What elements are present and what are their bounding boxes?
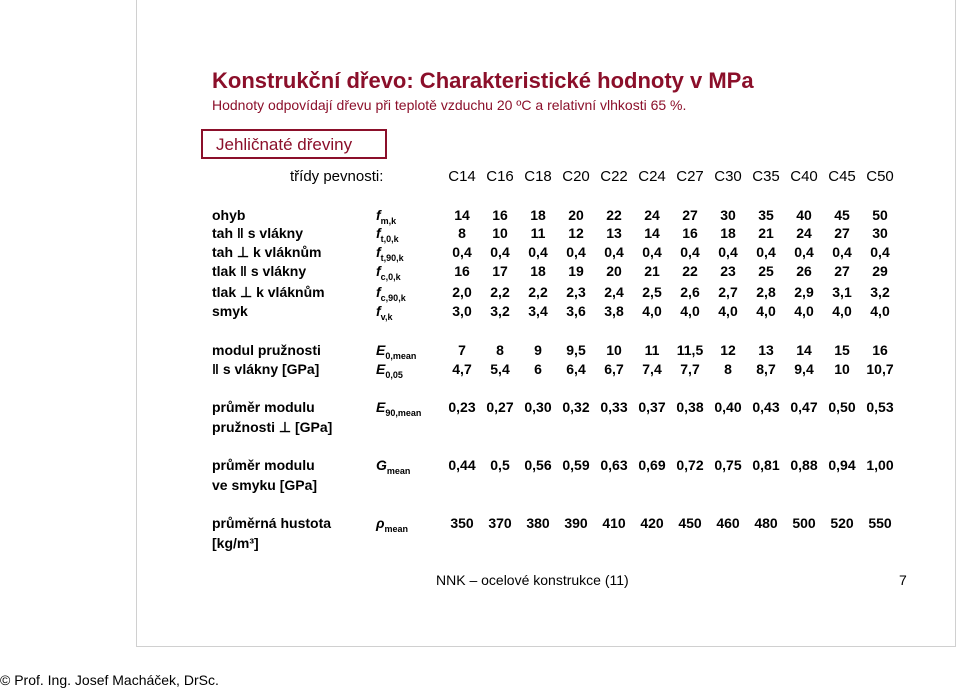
table-cell: 11 xyxy=(530,225,546,241)
symbol-letter: f xyxy=(376,263,381,279)
table-cell: 23 xyxy=(720,263,736,279)
table-cell: 14 xyxy=(454,207,470,223)
symbol-subscript: c,0,k xyxy=(380,272,401,282)
symbol-letter: G xyxy=(376,457,387,473)
symbol-subscript: t,0,k xyxy=(380,234,399,244)
table-cell: 3,2 xyxy=(870,284,890,300)
table-cell: 18 xyxy=(530,207,546,223)
class-header: C22 xyxy=(600,168,628,185)
table-cell: 22 xyxy=(606,207,622,223)
table-cell: 4,7 xyxy=(452,361,472,377)
row-symbol xyxy=(376,207,396,226)
table-cell: 2,2 xyxy=(490,284,510,300)
table-cell: 0,33 xyxy=(600,399,628,415)
table-cell: 0,75 xyxy=(714,457,742,473)
table-cell: 27 xyxy=(834,225,850,241)
symbol-letter: f xyxy=(376,225,381,241)
table-cell: 0,56 xyxy=(524,457,552,473)
table-cell: 4,0 xyxy=(718,303,738,319)
page-number: 7 xyxy=(899,572,907,588)
table-cell: 10,7 xyxy=(866,361,894,377)
table-cell: 0,4 xyxy=(680,244,700,260)
symbol-subscript: 0,mean xyxy=(385,351,417,361)
symbol-letter: f xyxy=(376,207,381,223)
table-cell: 17 xyxy=(492,263,508,279)
table-cell: 3,1 xyxy=(832,284,852,300)
section-label: Jehličnaté dřeviny xyxy=(216,135,353,154)
table-cell: 0,4 xyxy=(832,244,852,260)
row-label: smyk xyxy=(212,303,248,319)
class-header: C40 xyxy=(790,168,818,185)
table-cell: 6 xyxy=(534,361,542,377)
table-cell: 3,4 xyxy=(528,303,548,319)
class-header: C50 xyxy=(866,168,894,185)
table-cell: 24 xyxy=(644,207,660,223)
row-label: ohyb xyxy=(212,207,246,223)
table-cell: 0,27 xyxy=(486,399,514,415)
table-cell: 16 xyxy=(682,225,698,241)
page-subtitle: Hodnoty odpovídají dřevu při teplotě vzduchu 20 ºC a relativní vlhkosti 65 %. xyxy=(212,97,687,113)
table-cell: 0,4 xyxy=(794,244,814,260)
symbol-letter: E xyxy=(376,361,386,377)
author-credit: © Prof. Ing. Josef Macháček, DrSc. xyxy=(0,672,219,688)
table-cell: 8 xyxy=(496,342,504,358)
classes-label: třídy pevnosti: xyxy=(290,168,384,185)
row-label: průměr modulu xyxy=(212,399,315,415)
table-cell: 26 xyxy=(796,263,812,279)
table-cell: 4,0 xyxy=(756,303,776,319)
table-cell: 7,7 xyxy=(680,361,700,377)
table-cell: 4,0 xyxy=(832,303,852,319)
row-label: tlak ⊥ k vláknům xyxy=(212,284,325,300)
table-cell: 0,59 xyxy=(562,457,590,473)
table-cell: 30 xyxy=(720,207,736,223)
table-cell: 450 xyxy=(678,515,702,531)
table-cell: 30 xyxy=(872,225,888,241)
table-cell: 9 xyxy=(534,342,542,358)
table-cell: 0,4 xyxy=(566,244,586,260)
table-cell: 0,81 xyxy=(752,457,780,473)
table-cell: 0,40 xyxy=(714,399,742,415)
row-symbol xyxy=(376,399,421,418)
table-cell: 4,0 xyxy=(794,303,814,319)
table-cell: 0,5 xyxy=(490,457,510,473)
row-label: tah ⊥ k vláknům xyxy=(212,244,322,260)
table-cell: 4,0 xyxy=(870,303,890,319)
table-cell: 2,4 xyxy=(604,284,624,300)
table-cell: 0,63 xyxy=(600,457,628,473)
table-cell: 6,4 xyxy=(566,361,586,377)
table-cell: 6,7 xyxy=(604,361,624,377)
row-symbol xyxy=(376,303,393,322)
table-cell: 18 xyxy=(530,263,546,279)
table-cell: 520 xyxy=(830,515,854,531)
table-cell: 29 xyxy=(872,263,888,279)
table-cell: 16 xyxy=(872,342,888,358)
table-cell: 40 xyxy=(796,207,812,223)
table-cell: 19 xyxy=(568,263,584,279)
table-cell: 0,4 xyxy=(718,244,738,260)
table-cell: 11 xyxy=(644,342,660,358)
table-cell: 0,88 xyxy=(790,457,818,473)
row-label-line2: ve smyku [GPa] xyxy=(212,477,318,493)
table-cell: 25 xyxy=(758,263,774,279)
table-cell: 10 xyxy=(834,361,850,377)
symbol-letter: f xyxy=(376,284,381,300)
table-cell: 2,7 xyxy=(718,284,738,300)
row-label: modul pružnosti xyxy=(212,342,321,358)
table-cell: 3,6 xyxy=(566,303,586,319)
table-cell: 0,4 xyxy=(490,244,510,260)
table-cell: 410 xyxy=(602,515,626,531)
table-cell: 5,4 xyxy=(490,361,510,377)
row-label: tlak ǁ s vlákny xyxy=(212,263,307,279)
table-cell: 7,4 xyxy=(642,361,662,377)
table-cell: 2,9 xyxy=(794,284,814,300)
class-header: C20 xyxy=(562,168,590,185)
row-symbol xyxy=(376,263,401,282)
class-header: C18 xyxy=(524,168,552,185)
symbol-letter: ρ xyxy=(376,515,385,531)
row-symbol xyxy=(376,244,404,263)
table-cell: 10 xyxy=(606,342,622,358)
row-label: ǁ s vlákny [GPa] xyxy=(212,361,320,377)
table-cell: 3,0 xyxy=(452,303,472,319)
table-cell: 420 xyxy=(640,515,664,531)
symbol-subscript: c,90,k xyxy=(380,293,406,303)
table-cell: 0,32 xyxy=(562,399,590,415)
row-symbol xyxy=(376,457,410,476)
table-cell: 15 xyxy=(834,342,850,358)
table-cell: 0,4 xyxy=(528,244,548,260)
table-cell: 380 xyxy=(526,515,550,531)
table-cell: 24 xyxy=(796,225,812,241)
symbol-letter: E xyxy=(376,399,386,415)
symbol-letter: E xyxy=(376,342,386,358)
table-cell: 14 xyxy=(796,342,812,358)
table-cell: 0,47 xyxy=(790,399,818,415)
row-symbol xyxy=(376,284,406,303)
symbol-subscript: t,90,k xyxy=(380,253,404,263)
symbol-subscript: m,k xyxy=(380,216,397,226)
row-label-line2: [kg/m³] xyxy=(212,535,259,551)
table-cell: 0,69 xyxy=(638,457,666,473)
table-cell: 0,23 xyxy=(448,399,476,415)
table-cell: 1,00 xyxy=(866,457,894,473)
class-header: C45 xyxy=(828,168,856,185)
table-cell: 550 xyxy=(868,515,892,531)
table-cell: 480 xyxy=(754,515,778,531)
row-symbol xyxy=(376,515,408,534)
table-cell: 2,5 xyxy=(642,284,662,300)
row-symbol xyxy=(376,342,416,361)
table-cell: 45 xyxy=(834,207,850,223)
table-cell: 0,94 xyxy=(828,457,856,473)
table-cell: 350 xyxy=(450,515,474,531)
class-header: C30 xyxy=(714,168,742,185)
table-cell: 20 xyxy=(606,263,622,279)
table-cell: 35 xyxy=(758,207,774,223)
symbol-subscript: 0,05 xyxy=(385,370,403,380)
table-cell: 18 xyxy=(720,225,736,241)
class-header: C24 xyxy=(638,168,666,185)
table-cell: 0,4 xyxy=(870,244,890,260)
table-cell: 3,8 xyxy=(604,303,624,319)
row-label: průměrná hustota xyxy=(212,515,332,531)
class-header: C35 xyxy=(752,168,780,185)
row-symbol xyxy=(376,225,399,244)
symbol-subscript: v,k xyxy=(380,312,393,322)
table-cell: 3,2 xyxy=(490,303,510,319)
table-cell: 0,4 xyxy=(642,244,662,260)
table-cell: 2,3 xyxy=(566,284,586,300)
table-cell: 4,0 xyxy=(680,303,700,319)
symbol-letter: f xyxy=(376,244,381,260)
table-cell: 390 xyxy=(564,515,588,531)
table-cell: 7 xyxy=(458,342,466,358)
table-cell: 0,4 xyxy=(452,244,472,260)
table-cell: 9,4 xyxy=(794,361,814,377)
table-cell: 22 xyxy=(682,263,698,279)
table-cell: 0,37 xyxy=(638,399,666,415)
table-cell: 10 xyxy=(492,225,508,241)
page-title: Konstrukční dřevo: Charakteristické hodnoty v MPa xyxy=(212,68,754,93)
table-cell: 0,50 xyxy=(828,399,856,415)
table-cell: 0,30 xyxy=(524,399,552,415)
table-cell: 2,2 xyxy=(528,284,548,300)
table-cell: 12 xyxy=(568,225,584,241)
row-label: tah ǁ s vlákny xyxy=(212,225,304,241)
table-cell: 0,4 xyxy=(756,244,776,260)
table-cell: 2,0 xyxy=(452,284,472,300)
table-cell: 4,0 xyxy=(642,303,662,319)
table-cell: 8 xyxy=(458,225,466,241)
symbol-letter: f xyxy=(376,303,381,319)
table-cell: 0,72 xyxy=(676,457,704,473)
table-cell: 21 xyxy=(758,225,774,241)
table-cell: 0,38 xyxy=(676,399,704,415)
table-cell: 0,43 xyxy=(752,399,780,415)
table-cell: 2,6 xyxy=(680,284,700,300)
table-cell: 11,5 xyxy=(676,342,704,358)
row-label-line2: pružnosti ⊥ [GPa] xyxy=(212,419,333,435)
class-header: C16 xyxy=(486,168,514,185)
footer-text: NNK – ocelové konstrukce (11) xyxy=(436,572,629,588)
table-cell: 27 xyxy=(682,207,698,223)
table-cell: 0,4 xyxy=(604,244,624,260)
row-label: průměr modulu xyxy=(212,457,315,473)
table-cell: 0,44 xyxy=(448,457,476,473)
table-cell: 27 xyxy=(834,263,850,279)
table-cell: 12 xyxy=(720,342,736,358)
table-cell: 13 xyxy=(758,342,774,358)
table-cell: 370 xyxy=(488,515,512,531)
table-cell: 8 xyxy=(724,361,732,377)
table-cell: 16 xyxy=(492,207,508,223)
table-cell: 20 xyxy=(568,207,584,223)
table-cell: 500 xyxy=(792,515,816,531)
table-cell: 16 xyxy=(454,263,470,279)
table-cell: 21 xyxy=(644,263,660,279)
table-cell: 14 xyxy=(644,225,660,241)
symbol-subscript: mean xyxy=(386,466,411,476)
symbol-subscript: mean xyxy=(384,524,408,534)
row-symbol xyxy=(376,361,403,380)
class-header: C27 xyxy=(676,168,704,185)
table-cell: 8,7 xyxy=(756,361,776,377)
table-cell: 460 xyxy=(716,515,740,531)
table-cell: 13 xyxy=(606,225,622,241)
table-cell: 9,5 xyxy=(566,342,586,358)
table-cell: 0,53 xyxy=(866,399,894,415)
table-cell: 2,8 xyxy=(756,284,776,300)
symbol-subscript: 90,mean xyxy=(385,408,422,418)
table-cell: 50 xyxy=(872,207,888,223)
class-header: C14 xyxy=(448,168,476,185)
